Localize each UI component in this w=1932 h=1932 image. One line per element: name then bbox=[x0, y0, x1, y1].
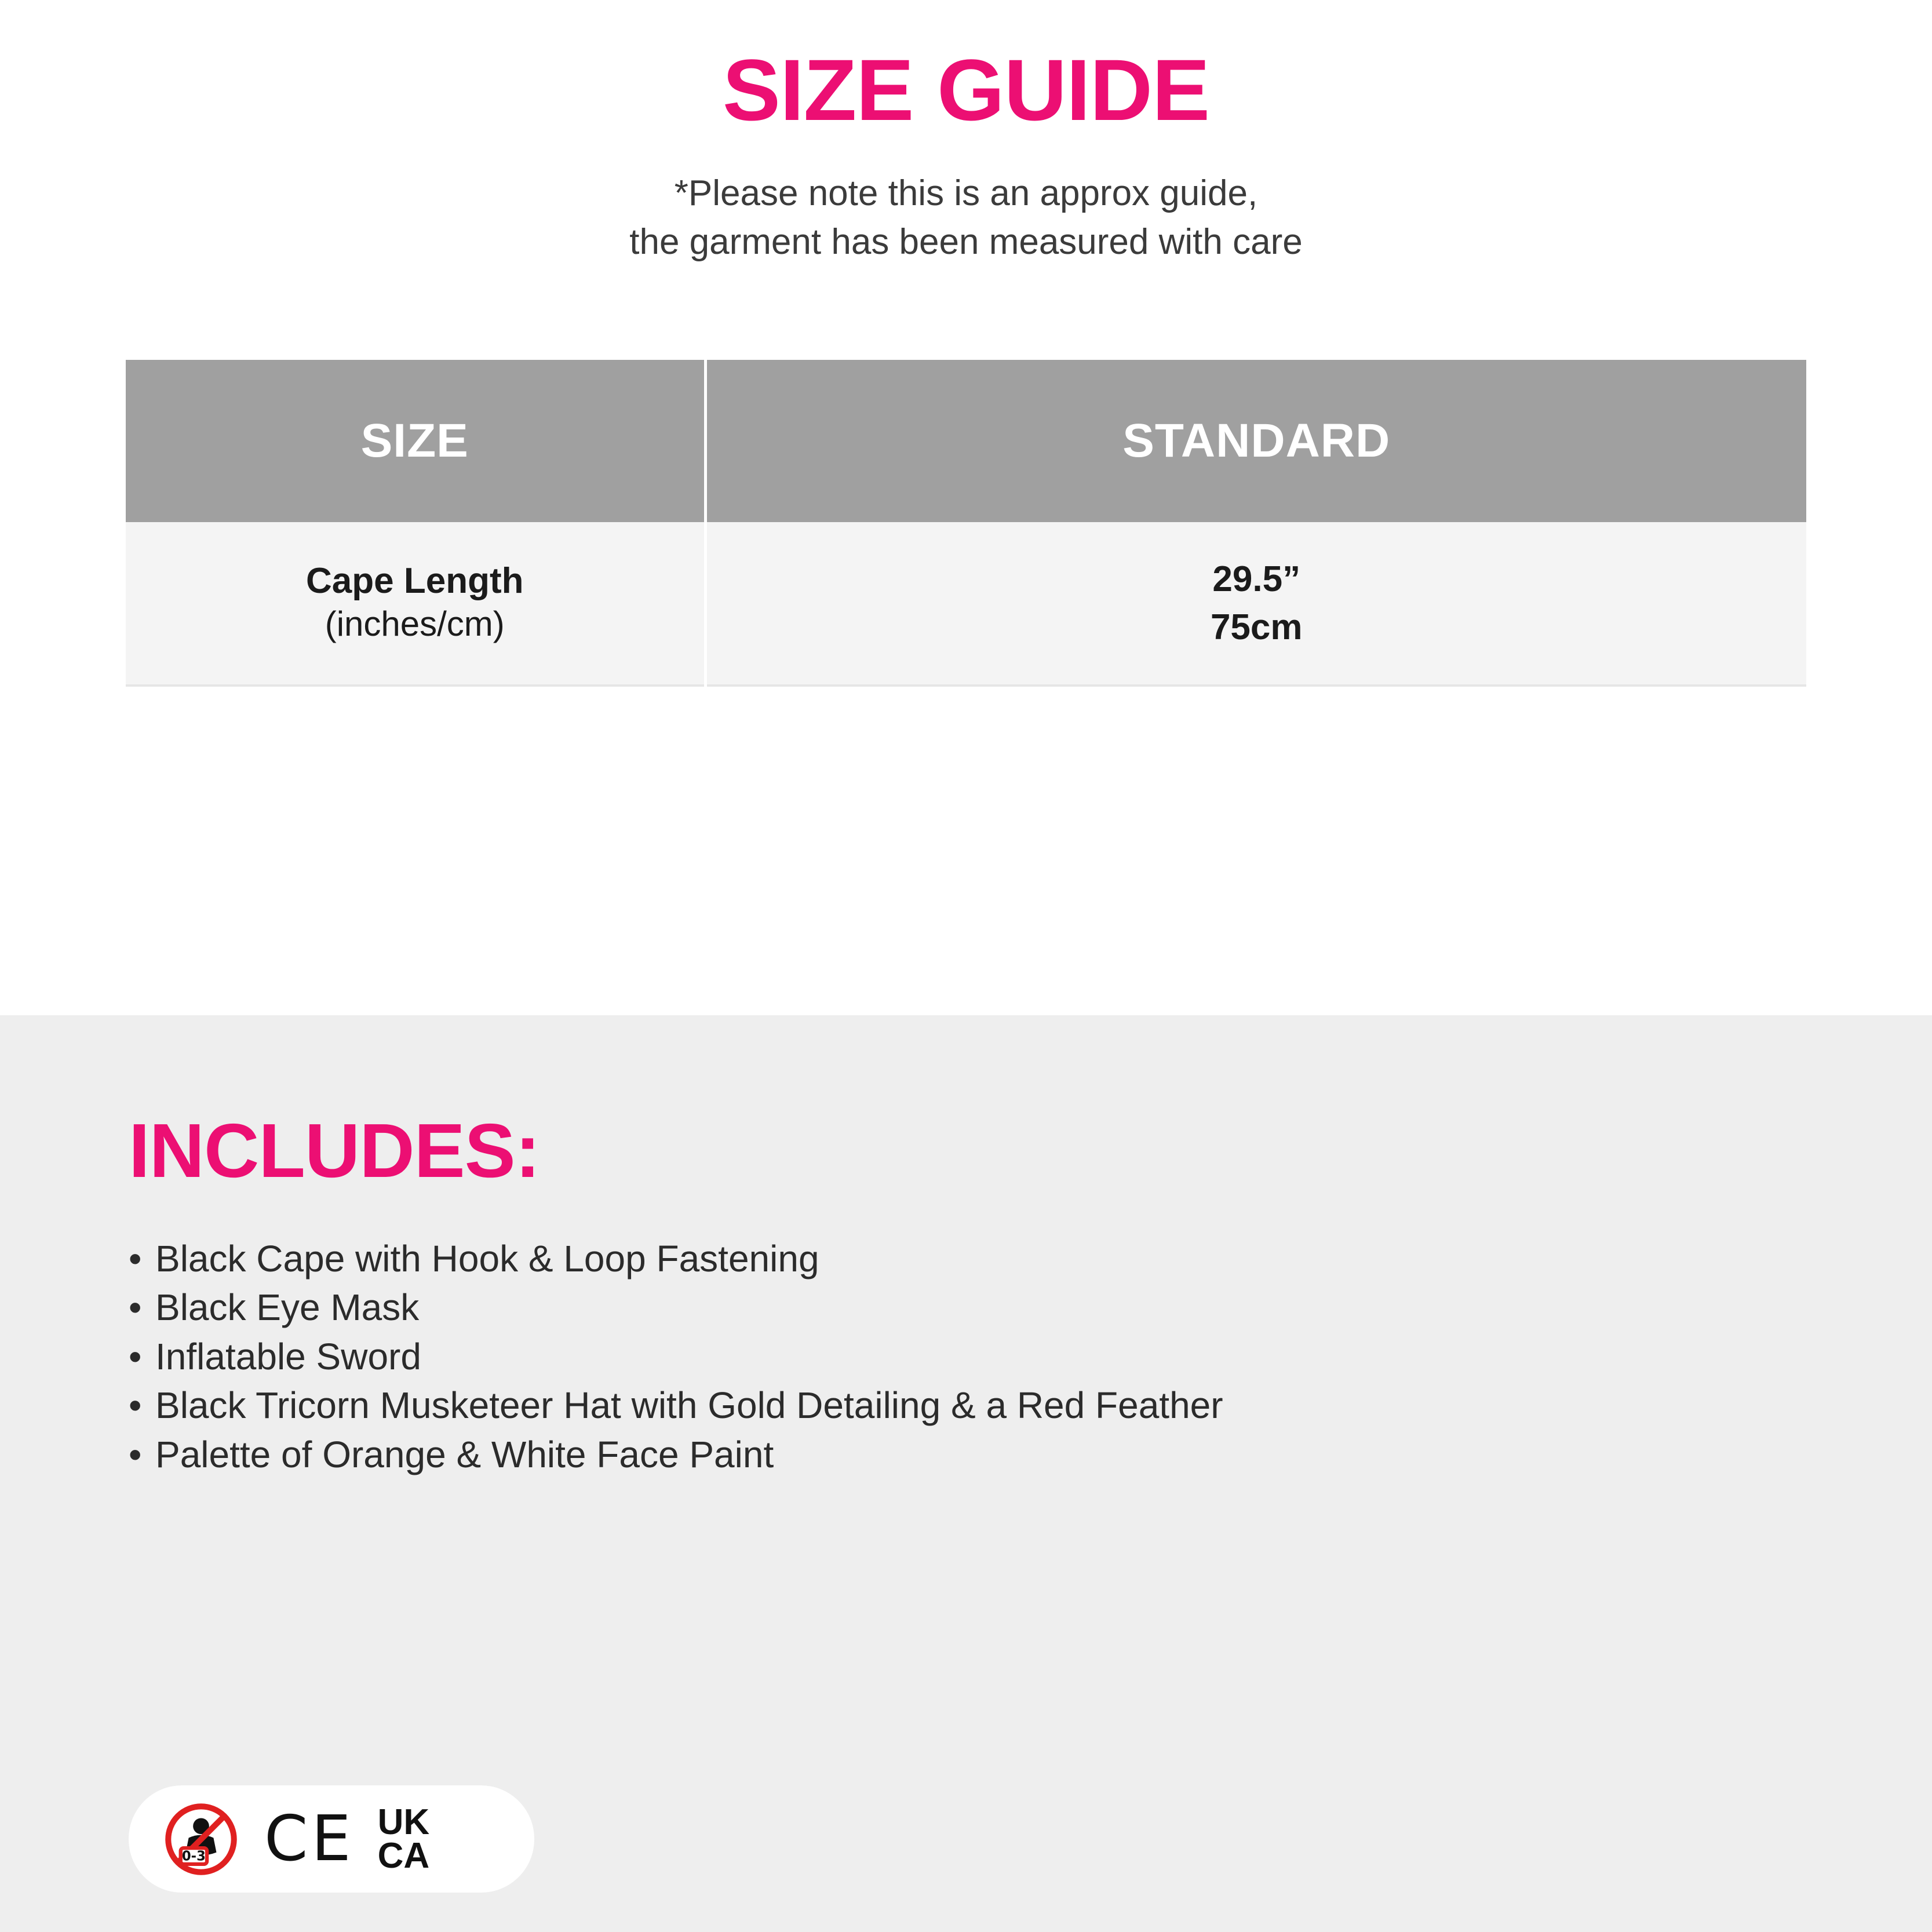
table-header-row bbox=[126, 360, 1806, 522]
size-table-wrapper bbox=[126, 360, 1806, 687]
list-item bbox=[129, 1332, 1932, 1381]
measurement-note-line-1: *Please note this is an approx guide, bbox=[674, 173, 1258, 213]
bullet-icon: • bbox=[129, 1384, 142, 1427]
page-title: SIZE GUIDE bbox=[722, 41, 1210, 138]
size-table bbox=[126, 360, 1806, 687]
bullet-icon: • bbox=[129, 1286, 142, 1329]
bullet-icon: • bbox=[129, 1238, 142, 1280]
no-children-under-three-icon bbox=[165, 1803, 238, 1876]
table-header-standard: STANDARD bbox=[705, 360, 1806, 522]
measurement-value-inches: 29.5” bbox=[1212, 559, 1301, 599]
list-item bbox=[129, 1234, 1932, 1283]
bullet-icon: • bbox=[129, 1433, 142, 1475]
table-cell-measurement-label bbox=[126, 522, 705, 686]
table-row bbox=[126, 522, 1806, 686]
measurement-name: Cape Length bbox=[306, 560, 524, 601]
list-item-label: Black Cape with Hook & Loop Fastening bbox=[155, 1238, 819, 1280]
measurement-note bbox=[0, 169, 1932, 266]
ukca-line-2: CA bbox=[377, 1835, 430, 1876]
ukca-line-1: UK bbox=[377, 1802, 430, 1843]
includes-title: INCLUDES: bbox=[129, 1108, 540, 1193]
list-item-label: Inflatable Sword bbox=[155, 1335, 421, 1377]
measurement-note-line-2: the garment has been measured with care bbox=[629, 221, 1303, 262]
list-item bbox=[129, 1283, 1932, 1332]
table-header-size: SIZE bbox=[126, 360, 705, 522]
list-item-label: Black Eye Mask bbox=[155, 1286, 420, 1329]
measurement-value-cm: 75cm bbox=[1210, 607, 1303, 648]
certification-badge bbox=[129, 1785, 534, 1893]
ce-mark-icon: CE bbox=[264, 1802, 355, 1875]
list-item bbox=[129, 1430, 1932, 1479]
includes-section bbox=[0, 1015, 1932, 1932]
list-item-label: Black Tricorn Musketeer Hat with Gold Detailing & a Red Feather bbox=[155, 1384, 1223, 1427]
includes-list bbox=[129, 1234, 1932, 1479]
list-item bbox=[129, 1381, 1932, 1430]
measurement-units: (inches/cm) bbox=[325, 604, 505, 644]
age-warning-label: 0-3 bbox=[181, 1849, 206, 1864]
ukca-mark-icon bbox=[377, 1802, 430, 1876]
list-item-label: Palette of Orange & White Face Paint bbox=[155, 1433, 774, 1475]
bullet-icon: • bbox=[129, 1335, 142, 1377]
table-cell-measurement-value bbox=[705, 522, 1806, 686]
